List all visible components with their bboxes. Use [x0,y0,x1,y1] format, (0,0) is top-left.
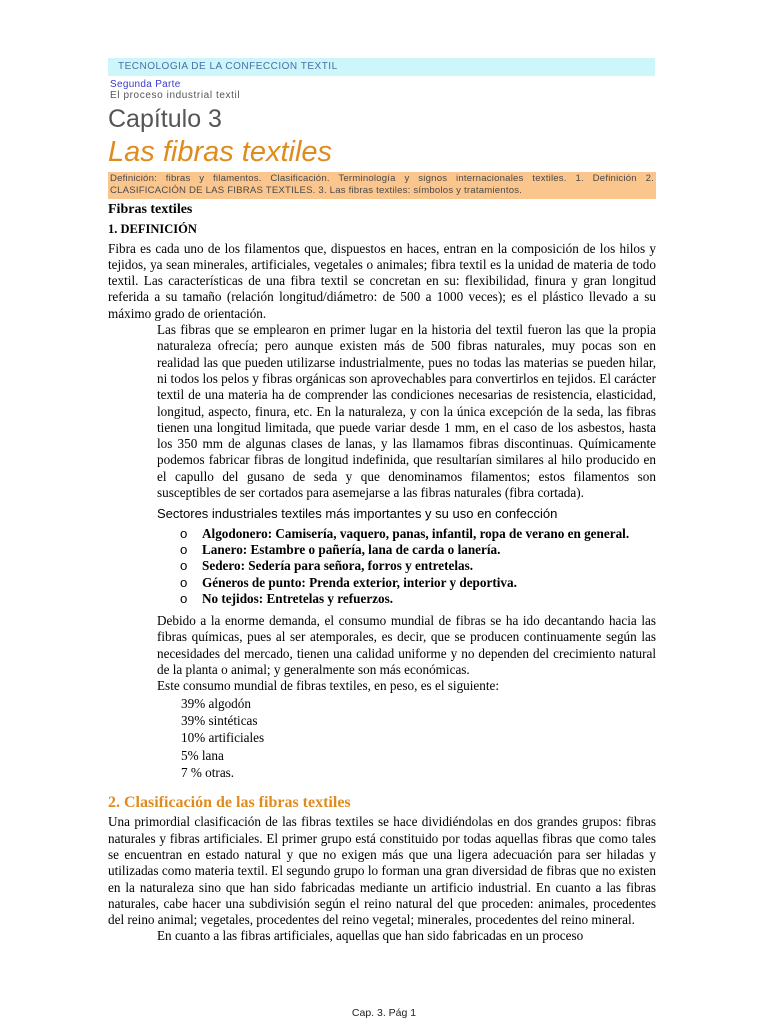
paragraph: Una primordial clasificación de las fibras textiles se hace dividiéndolas en dos grandes grupos: fibras naturales y fibras artificiales. El primer grupo está constituido por todas aquellas fibras que como tales se encuentran en estado natural y que no exigen más que una ligera adecuación para ser hiladas y utilizadas como materia textil. El segundo grupo lo forman una gran diversidad de fibras que no existen en la naturaleza sino que han sido fabricadas mediante un artificio industrial. En cuanto a las fibras naturales, cabe hacer una subdivisión según el reino natural del que proceden: animales, procedentes del reino animal; vegetales, procedentes del reino vegetal; minerales, procedentes del reino mineral. [108,814,656,928]
circle-bullet-icon: o [180,558,188,574]
list-item: o Géneros de punto: Prenda exterior, interior y deportiva. [180,574,517,590]
circle-bullet-icon: o [180,590,188,606]
paragraph: Debido a la enorme demanda, el consumo mundial de fibras se ha ido decantando hacia las fibras químicas, pues al ser atemporales, es decir, que se producen continuamente según las necesidades del mercado, tienen una calidad uniforme y no dependen del crecimiento natural de la planta o animal; y generalmente son más económicas. [157,613,656,678]
running-header-bar: TECNOLOGIA DE LA CONFECCION TEXTIL [108,58,655,76]
chapter-number: Capítulo 3 [108,105,222,133]
consumption-list [181,695,656,781]
list-item: o No tejidos: Entretelas y refuerzos. [180,590,394,606]
part-label: Segunda Parte [110,79,181,90]
circle-bullet-icon: o [180,525,188,541]
page-footer: Cap. 3. Pág 1 [351,1007,417,1019]
paragraph: Las fibras que se emplearon en primer lugar en la historia del textil fueron las que la propia naturaleza ofrecía; pero aunque existen más de 500 fibras naturales, muy pocas son en realidad las que pueden utilizarse industrialmente, pues no todas las materias se pueden hilar, ni todos los pelos y fibras orgánicas son aprovechables para convertirlos en tejidos. El carácter textil de una materia ha de comprender las condiciones necesarias de resistencia, elasticidad, longitud, aspecto, finura, etc. En la naturaleza, y con la única excepción de la seda, las fibras tienen una longitud limitada, que puede variar desde 1 mm, en el caso de los asbestos, hasta los 350 mm de algunas clases de lanas, y las llamamos fibras discontinuas. Químicamente podemos fabricar fibras de longitud indefinida, que resultarían similares al hilo producido en el capullo del gusano de seda y que denominamos filamentos; estos filamentos son susceptibles de ser cortados para asemejarse a las fibras naturales (fibra cortada). [157,322,656,501]
paragraph: Fibra es cada uno de los filamentos que, dispuestos en haces, entran en la composición de los hilos y tejidos, ya sean minerales, artificiales, vegetales o animales; fibra textil es la unidad de materia de todo textil. Las características de una fibra textil se concretan en su: flexibilidad, finura y gran longitud referida a su tamaño (relación longitud/diámetro: de 500 a 1000 veces); es el plástico llevado a su máximo grado de orientación. [108,240,656,321]
list-item: o Lanero: Estambre o pañería, lana de carda o lanería. [180,541,501,557]
subsection-heading: 1. DEFINICIÓN [108,222,197,237]
list-item: 5% lana [181,747,224,763]
chapter-title: Las fibras textiles [108,136,333,168]
section-heading: Fibras textiles [108,202,193,217]
circle-bullet-icon: o [180,574,188,590]
section-heading: 2. Clasificación de las fibras textiles [108,794,351,812]
paragraph: En cuanto a las fibras artificiales, aquellas que han sido fabricadas en un proceso [157,928,584,944]
list-item: 39% algodón [181,695,251,711]
list-item: 7 % otras. [181,764,235,780]
list-item: o Sedero: Sedería para señora, forros y entretelas. [180,558,474,574]
list-item: 10% artificiales [181,730,265,746]
paragraph: Este consumo mundial de fibras textiles, en peso, es el siguiente: [157,678,500,694]
circle-bullet-icon: o [180,541,188,557]
main-content [108,202,656,945]
sectors-list [108,526,656,607]
list-heading: Sectores industriales textiles más importantes y su uso en confección [157,506,558,522]
chapter-contents-box: Definición: fibras y filamentos. Clasificación. Terminología y signos internacionales textiles. 1. Definición 2. CLASIFICACIÓN DE LAS FIBRAS TEXTILES. 3. Las fibras textiles: símbolos y tratamientos. [108,172,656,199]
part-subtitle: El proceso industrial textil [110,90,241,101]
list-item: o Algodonero: Camisería, vaquero, panas, infantil, ropa de verano en general. [180,525,630,541]
list-item: 39% sintéticas [181,712,258,728]
